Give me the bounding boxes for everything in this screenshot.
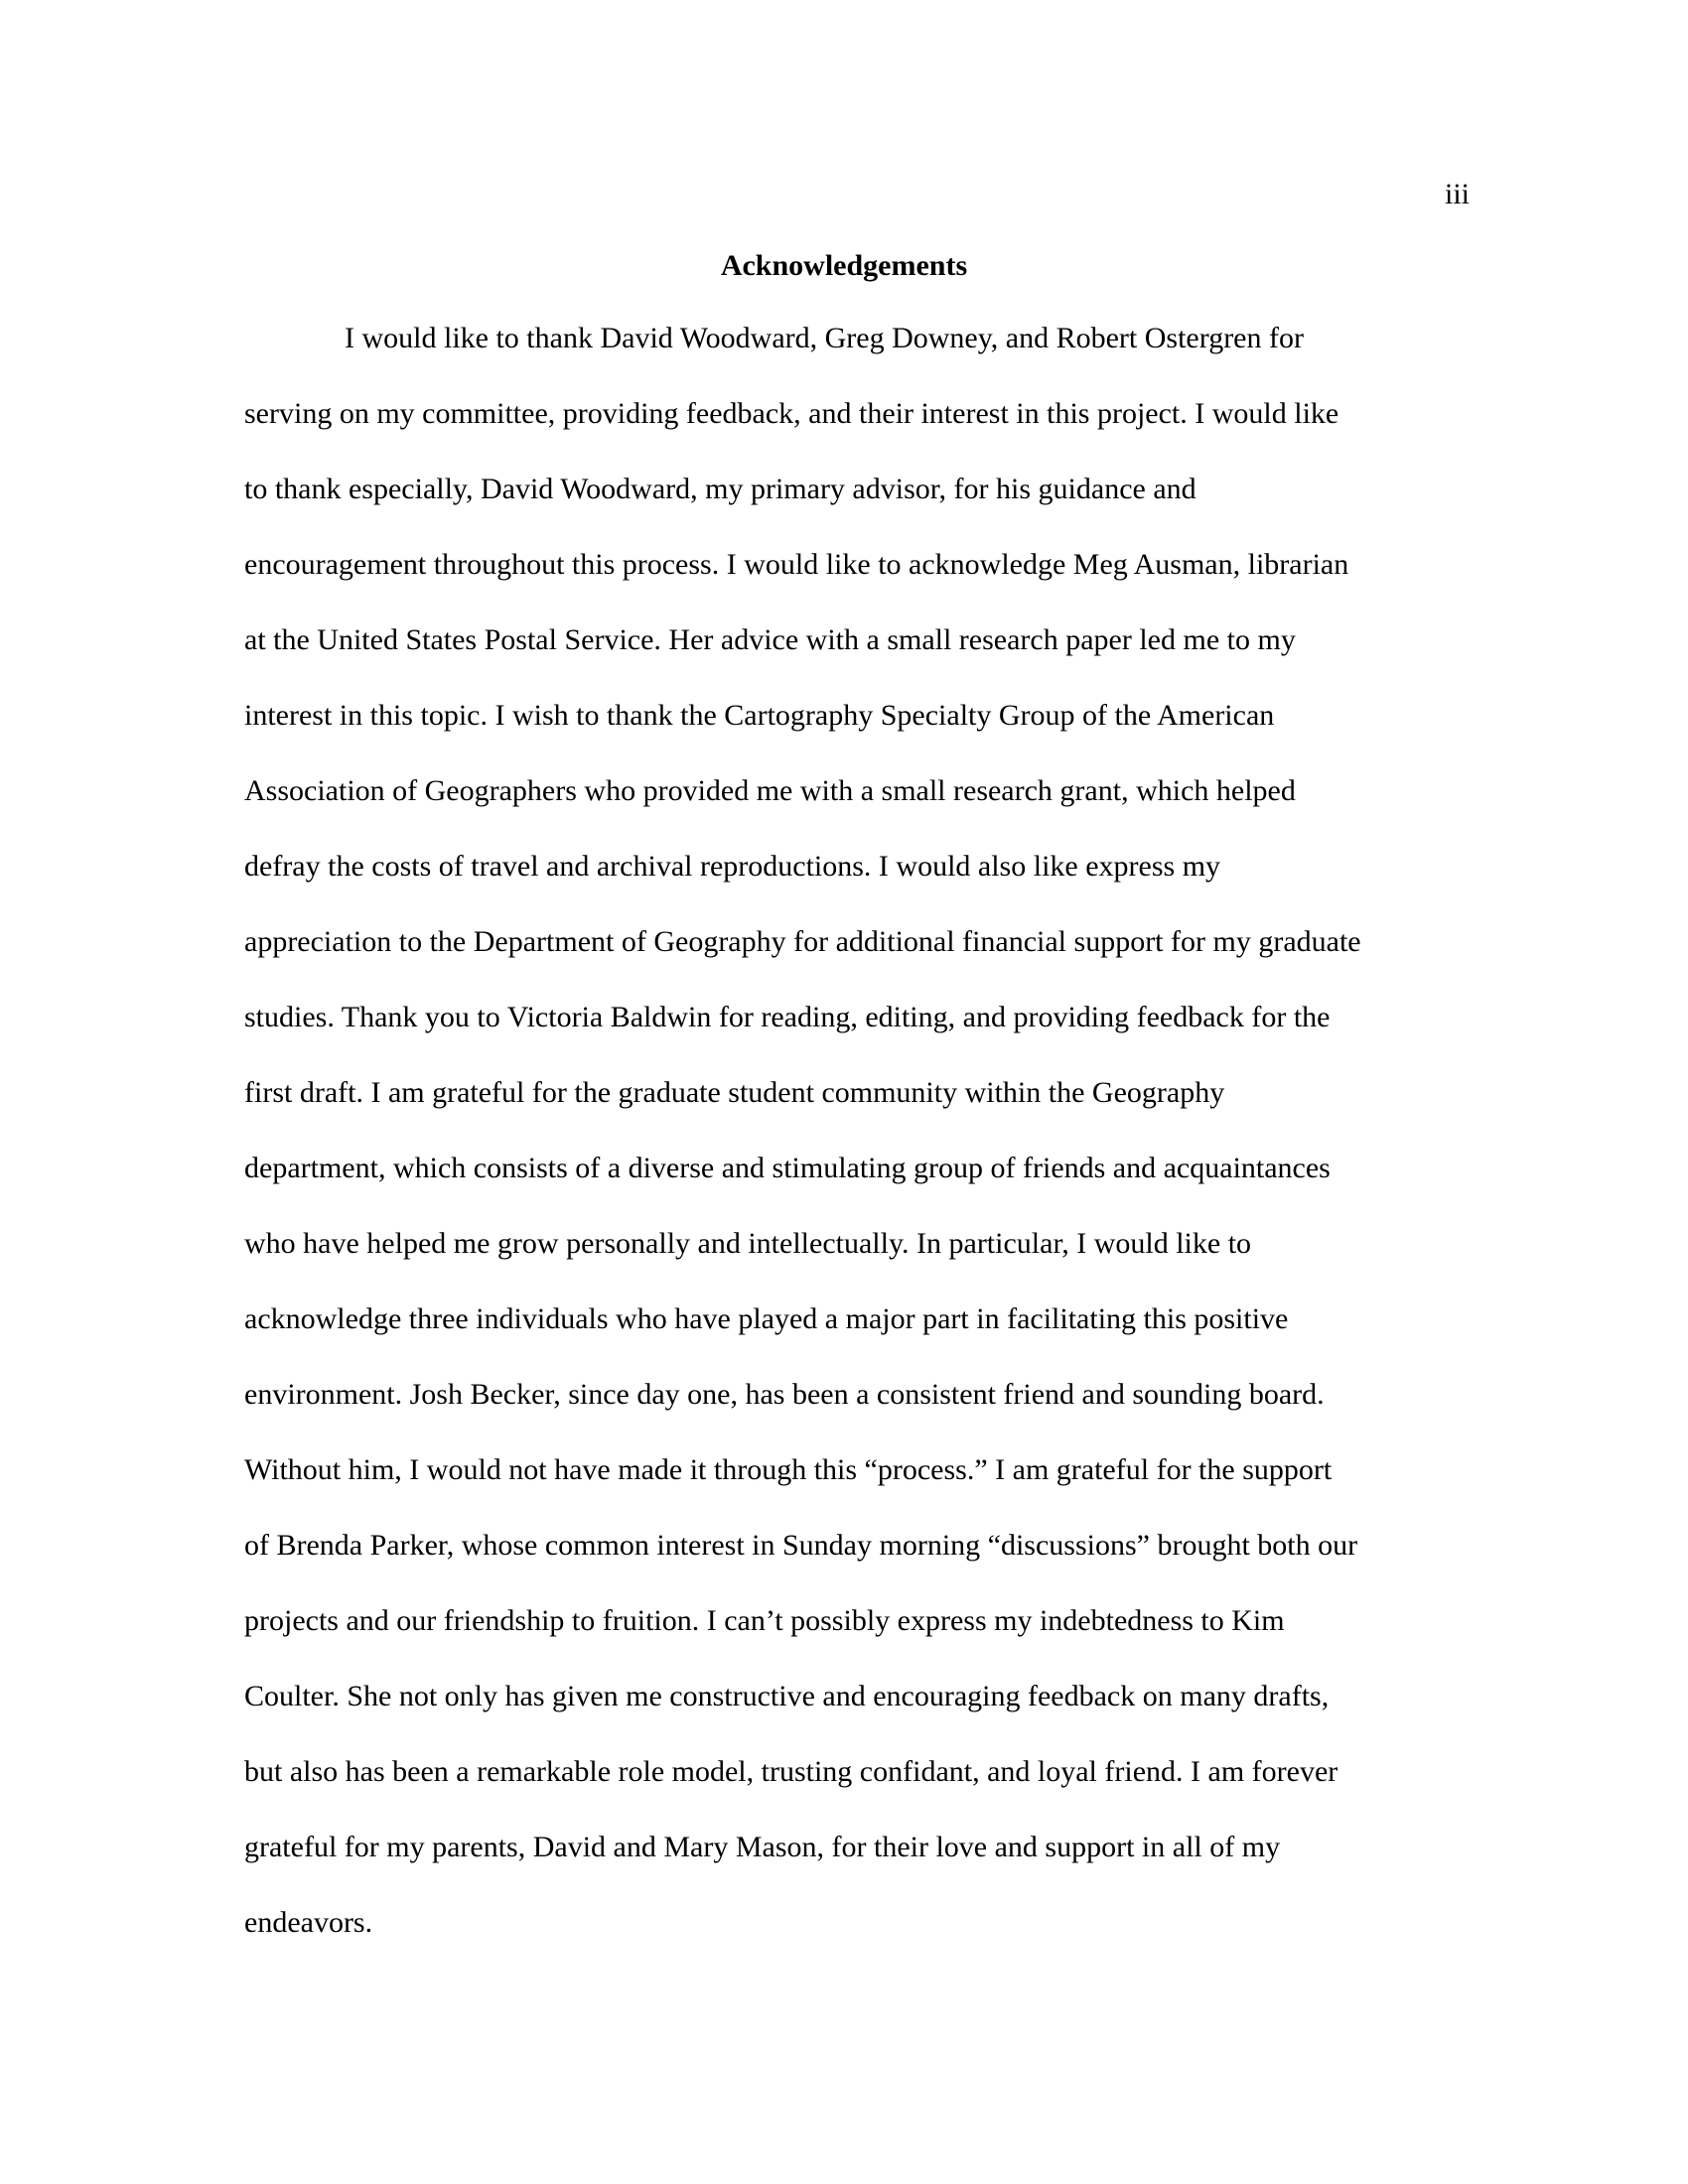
paragraph-line: Association of Geographers who provided me with a small research grant, which helped [244, 774, 1296, 807]
paragraph-line: acknowledge three individuals who have played a major part in facilitating this positive [244, 1302, 1289, 1335]
paragraph-line: projects and our friendship to fruition. I can’t possibly express my indebtedness to Kim [244, 1604, 1285, 1637]
paragraph-line: defray the costs of travel and archival reproductions. I would also like express my [244, 850, 1221, 883]
page-title: Acknowledgements [720, 249, 968, 282]
paragraph-line: I would like to thank David Woodward, Greg Downey, and Robert Ostergren for [345, 322, 1304, 354]
paragraph-line: grateful for my parents, David and Mary Mason, for their love and support in all of my [244, 1831, 1281, 1863]
paragraph-line: of Brenda Parker, whose common interest in Sunday morning “discussions” brought both our [244, 1529, 1358, 1562]
paragraph-line: Coulter. She not only has given me constructive and encouraging feedback on many drafts, [244, 1680, 1330, 1712]
paragraph-line: encouragement throughout this process. I would like to acknowledge Meg Ausman, librarian [244, 548, 1349, 581]
paragraph-line: serving on my committee, providing feedback, and their interest in this project. I would like [244, 397, 1339, 430]
paragraph-line: endeavors. [244, 1906, 373, 1939]
paragraph-line: at the United States Postal Service. Her advice with a small research paper led me to my [244, 623, 1296, 656]
paragraph-line: department, which consists of a diverse and stimulating group of friends and acquaintances [244, 1152, 1331, 1184]
page-number: iii [1444, 178, 1470, 210]
paragraph-line: interest in this topic. I wish to thank the Cartography Specialty Group of the American [244, 699, 1275, 732]
paragraph-line: who have helped me grow personally and intellectually. In particular, I would like to [244, 1227, 1252, 1260]
paragraph-line: but also has been a remarkable role model, trusting confidant, and loyal friend. I am forever [244, 1755, 1338, 1788]
paragraph-line: Without him, I would not have made it through this “process.” I am grateful for the support [244, 1453, 1333, 1486]
acknowledgements-paragraph [244, 319, 1495, 1979]
paragraph-line: environment. Josh Becker, since day one, has been a consistent friend and sounding board. [244, 1378, 1325, 1411]
paragraph-line: first draft. I am grateful for the graduate student community within the Geography [244, 1076, 1225, 1109]
paragraph-line: to thank especially, David Woodward, my primary advisor, for his guidance and [244, 473, 1196, 505]
paragraph-line: appreciation to the Department of Geography for additional financial support for my graduate [244, 925, 1361, 958]
paragraph-line: studies. Thank you to Victoria Baldwin for reading, editing, and providing feedback for the [244, 1001, 1331, 1033]
